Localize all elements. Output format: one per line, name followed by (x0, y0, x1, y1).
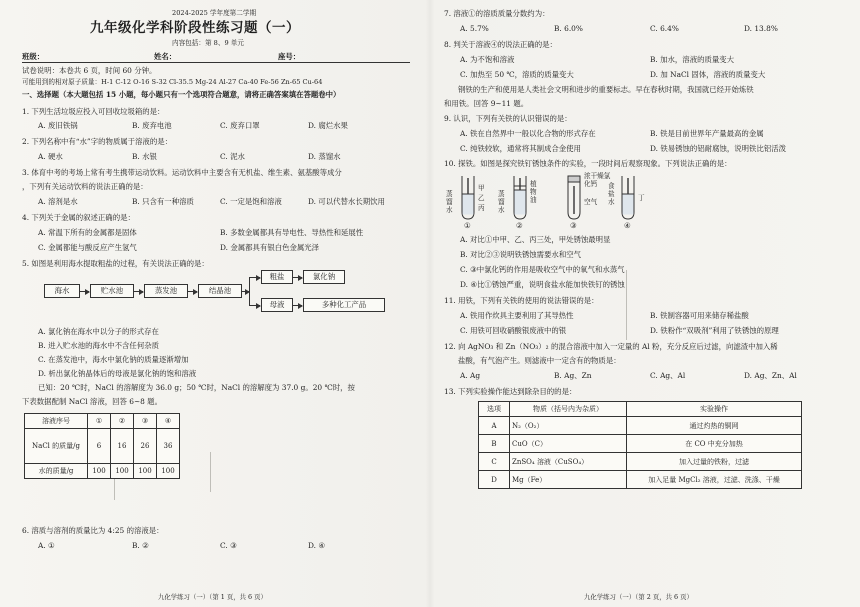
q11-option: B. 铁制容器可用来储存稀盐酸 (650, 311, 749, 320)
name-field: 姓名： (154, 52, 177, 61)
q1-option: B. 废弃电池 (132, 121, 172, 130)
q1-option: A. 废旧铁锅 (38, 121, 78, 130)
flow-arrow (79, 291, 89, 292)
q8-option: C. 加热至 50 ℃，溶质的质量变大 (460, 70, 574, 79)
q6-option: C. ③ (220, 541, 237, 550)
water-fill (515, 191, 526, 215)
exam-title: 九年级化学科阶段性练习题（一） (90, 20, 300, 36)
table-cell: ZnSO₄ 溶液（CuSO₄） (510, 453, 627, 471)
q7-option: D. 13.8% (744, 24, 778, 33)
q8-option: D. 加 NaCl 固体，溶液的质量变大 (650, 70, 766, 79)
q9-option: C. 纯铁较软，通常将其制成合金使用 (460, 144, 581, 153)
flow-arrow (187, 291, 197, 292)
q6-option: A. ① (38, 541, 55, 550)
q5-option: C. 在蒸发池中，海水中氯化钠的质量逐渐增加 (38, 355, 189, 364)
drying-agent-plug (568, 176, 580, 182)
q4-option: B. 多数金属都具有导电性、导热性和延展性 (220, 228, 364, 237)
q11-option: C. 用铁可回收硝酸银废液中的银 (460, 326, 567, 335)
figure-label: 食盐水 (608, 182, 615, 206)
table-cell: 100 (157, 464, 180, 479)
q12-stem: 12. 向 AgNO₃ 和 Zn（NO₃）₂ 的混合溶液中加入一定量的 Al 粉，充分反应后过滤，向滤渣中加入稀 (444, 342, 778, 351)
q10-stem: 10. 探铁。如图是探究铁钉锈蚀条件的实验，一段时间后观察现象。下列说法正确的是： (444, 159, 732, 168)
flow-crude-salt: 粗盐 (261, 270, 293, 284)
salt-water-fill (623, 195, 634, 215)
q2-option: B. 水银 (132, 152, 157, 161)
q11-option: D. 铁粉作“双吸剂”利用了铁锈蚀的原理 (650, 326, 779, 335)
flow-chemical-products: 多种化工产品 (303, 298, 385, 312)
q12-stem: 盐酸，有气泡产生。则滤液中一定含有的物质是： (458, 356, 621, 365)
q4-stem: 4. 下列关于金属的叙述正确的是： (22, 213, 135, 222)
q2-option: C. 泥水 (220, 152, 245, 161)
figure-label: 甲 (478, 184, 485, 192)
q12-option: A. Ag (460, 371, 481, 380)
flow-arrow (292, 277, 302, 278)
flow-arrow (249, 305, 260, 306)
table-cell: C (479, 453, 510, 471)
q3-option: C. 一定是饱和溶液 (220, 197, 282, 206)
figure-label: 丁 (638, 194, 645, 202)
table-cell: 加入足量 MgCl₂ 溶液，过滤、洗涤、干燥 (627, 471, 802, 489)
table-row (25, 464, 180, 479)
q6-stem: 6. 溶质与溶剂的质量比为 4:25 的溶液是： (22, 526, 164, 535)
table-row (479, 417, 802, 435)
exam-scope: 内容包括：第 8、9 单元 (172, 39, 244, 47)
purification-table (478, 401, 802, 489)
table-row (25, 414, 180, 429)
q1-option: D. 腐烂水果 (308, 121, 348, 130)
tube-number: ④ (624, 221, 631, 230)
q1-option: C. 废弃口罩 (220, 121, 260, 130)
page-footer: 九化学练习（一）（第 1 页，共 6 页） (158, 593, 267, 601)
nacl-table (24, 413, 180, 479)
table-cell: Mg（Fe） (510, 471, 627, 489)
class-field: 班级： (22, 52, 45, 61)
q12-option: C. Ag、Al (650, 371, 686, 380)
q2-option: A. 硬水 (38, 152, 63, 161)
table-row (479, 435, 802, 453)
iron-intro: 和用铁。回答 9~11 题。 (444, 99, 529, 108)
q7-option: B. 6.0% (554, 24, 583, 33)
table-cell: 100 (111, 464, 134, 479)
q9-option: D. 铁易锈蚀的铝耐腐蚀，说明铁比铝活泼 (650, 144, 787, 153)
q10-option: B. 对比②③说明铁锈蚀需要水和空气 (460, 250, 581, 259)
q9-option: A. 铁在自然界中一般以化合物的形式存在 (460, 129, 596, 138)
q5-stem: 5. 如图是利用海水提取粗盐的过程，有关说法正确的是： (22, 259, 209, 268)
q6-option: D. ④ (308, 541, 325, 550)
flow-arrow (241, 291, 249, 292)
q3-stem: 3. 体育中考的考场上常有考生携带运动饮料。运动饮料中主要含有无机盐、维生素、氨基酸等成分 (22, 168, 342, 177)
table-row (25, 429, 180, 464)
flow-arrow (292, 305, 302, 306)
figure-label: 丙 (478, 204, 485, 212)
page-1 (22, 8, 418, 607)
table-header: ② (111, 414, 134, 429)
table-row (479, 453, 802, 471)
table-cell: 100 (134, 464, 157, 479)
table-cell: 100 (88, 464, 111, 479)
table-cell: 在 CO 中充分加热 (627, 435, 802, 453)
q6-option: B. ② (132, 541, 149, 550)
table-cell: CuO（C） (510, 435, 627, 453)
table-row (479, 471, 802, 489)
table-cell: D (479, 471, 510, 489)
flow-arrow (249, 277, 260, 278)
flow-evaporation-pool: 蒸发池 (144, 284, 188, 298)
q5-option: A. 氯化钠在海水中以分子的形式存在 (38, 327, 159, 336)
table-cell: 36 (157, 429, 180, 464)
table-cell: 加入过量的铁粉，过滤 (627, 453, 802, 471)
flow-branch (249, 277, 250, 305)
q5-info: 下表数据配制 NaCl 溶液，回答 6~8 题。 (22, 397, 162, 406)
flow-sodium-chloride: 氯化钠 (303, 270, 345, 284)
q13-stem: 13. 下列实验操作能达到除杂目的的是： (444, 387, 577, 396)
table-header: 实验操作 (627, 402, 802, 417)
school-year: 2024-2025 学年度第二学期 (172, 9, 257, 17)
q9-stem: 9. 认识，下列有关铁的认识错误的是： (444, 114, 572, 123)
seat-field: 座号： (278, 52, 301, 61)
tube-number: ① (464, 221, 471, 230)
table-cell: 16 (111, 429, 134, 464)
flow-mother-liquor: 母液 (261, 298, 293, 312)
flow-seawater: 海水 (44, 284, 80, 298)
flow-reservoir: 贮水池 (90, 284, 134, 298)
water-fill (463, 195, 474, 215)
q10-option: D. ④比①锈蚀严重，说明食盐水能加快铁钉的锈蚀 (460, 280, 625, 289)
q7-option: A. 5.7% (460, 24, 489, 33)
q8-stem: 8. 判关于溶液④的说法正确的是： (444, 40, 557, 49)
q4-option: C. 金属都能与酸反应产生氢气 (38, 243, 137, 252)
table-cell: B (479, 435, 510, 453)
table-cell: N₂（O₂） (510, 417, 627, 435)
q10-option: C. ③中氯化钙的作用是吸收空气中的氧气和水蒸气 (460, 265, 625, 274)
q5-option: D. 析出氯化钠晶体后的母液是氯化钠的饱和溶液 (38, 369, 197, 378)
q10-option: A. 对比①中甲、乙、丙三处，甲处锈蚀最明显 (460, 235, 611, 244)
q3-option: B. 只含有一种溶质 (132, 197, 194, 206)
q9-option: B. 铁是目前世界年产量最高的金属 (650, 129, 764, 138)
table-cell: 水的质量/g (25, 464, 88, 479)
q5-option: B. 进入贮水池的海水中不含任何杂质 (38, 341, 159, 350)
table-header: ① (88, 414, 111, 429)
paper-note: 试卷说明：本卷共 6 页，时间 60 分钟。 (22, 66, 157, 75)
tube-number: ② (516, 221, 523, 230)
figure-label: 空气 (584, 198, 598, 206)
figure-label: 浓干燥氯化钙 (584, 172, 611, 188)
table-cell: NaCl 的质量/g (25, 429, 88, 464)
q3-stem: ，下列有关运动饮料的说法正确的是： (22, 182, 148, 191)
figure-label: 植物油 (530, 180, 537, 204)
figure-label: 乙 (478, 194, 485, 202)
figure-label: 蒸馏水 (446, 190, 453, 214)
q11-stem: 11. 用铁，下列有关铁的使用的说法错误的是： (444, 296, 599, 305)
q1-stem: 1. 下列生活垃圾应投入可回收垃圾箱的是： (22, 107, 165, 116)
table-row (479, 402, 802, 417)
table-cell: 6 (88, 429, 111, 464)
q12-option: B. Ag、Zn (554, 371, 592, 380)
table-cell: A (479, 417, 510, 435)
table-cell: 通过灼热的铜网 (627, 417, 802, 435)
q3-option: D. 可以代替水长期饮用 (308, 197, 385, 206)
q4-option: D. 金属都具有银白色金属光泽 (220, 243, 320, 252)
section-heading: 一、选择题（本大题包括 15 小题，每小题只有一个选项符合题意，请将正确答案填在答题卷中） (22, 90, 341, 99)
table-cell: 26 (134, 429, 157, 464)
q2-stem: 2. 下列名称中有“水”字的物质属于溶液的是： (22, 137, 172, 146)
q4-option: A. 常温下所有的金属都是固体 (38, 228, 137, 237)
divider (22, 62, 410, 63)
table-header: ④ (157, 414, 180, 429)
page-2 (444, 8, 848, 607)
table-header: 物质（括号内为杂质） (510, 402, 627, 417)
q8-option: B. 加水，溶液的质量变大 (650, 55, 735, 64)
atomic-mass-note: 可能用到的相对原子质量：H-1 C-12 O-16 S-32 Cl-35.5 Mg-24 Al-27 Ca-40 Fe-56 Zn-65 Cu-64 (22, 78, 323, 86)
flow-crystallization-pool: 结晶池 (198, 284, 242, 298)
table-header: 溶液序号 (25, 414, 88, 429)
table-header: 选项 (479, 402, 510, 417)
q7-stem: 7. 溶液①的溶质质量分数约为： (444, 9, 550, 18)
tube-number: ③ (570, 221, 577, 230)
q2-option: D. 蒸馏水 (308, 152, 341, 161)
q8-option: A. 为不饱和溶液 (460, 55, 515, 64)
q12-option: D. Ag、Zn、Al (744, 371, 797, 380)
q7-option: C. 6.4% (650, 24, 679, 33)
q5-info: 已知：20 ℃时，NaCl 的溶解度为 36.0 g；50 ℃时，NaCl 的溶解度为 37.0 g。20 ℃时，按 (38, 383, 355, 392)
page-footer: 九化学练习（一）（第 2 页，共 6 页） (584, 593, 693, 601)
q3-option: A. 溶剂是水 (38, 197, 78, 206)
iron-intro: 钢铁的生产和使用是人类社会文明和进步的重要标志。早在春秋时期，我国就已经开始炼铁 (458, 85, 754, 94)
flow-arrow (133, 291, 143, 292)
figure-label: 蒸馏水 (498, 190, 505, 214)
table-header: ③ (134, 414, 157, 429)
q11-option: A. 铁用作炊具主要利用了其导热性 (460, 311, 574, 320)
